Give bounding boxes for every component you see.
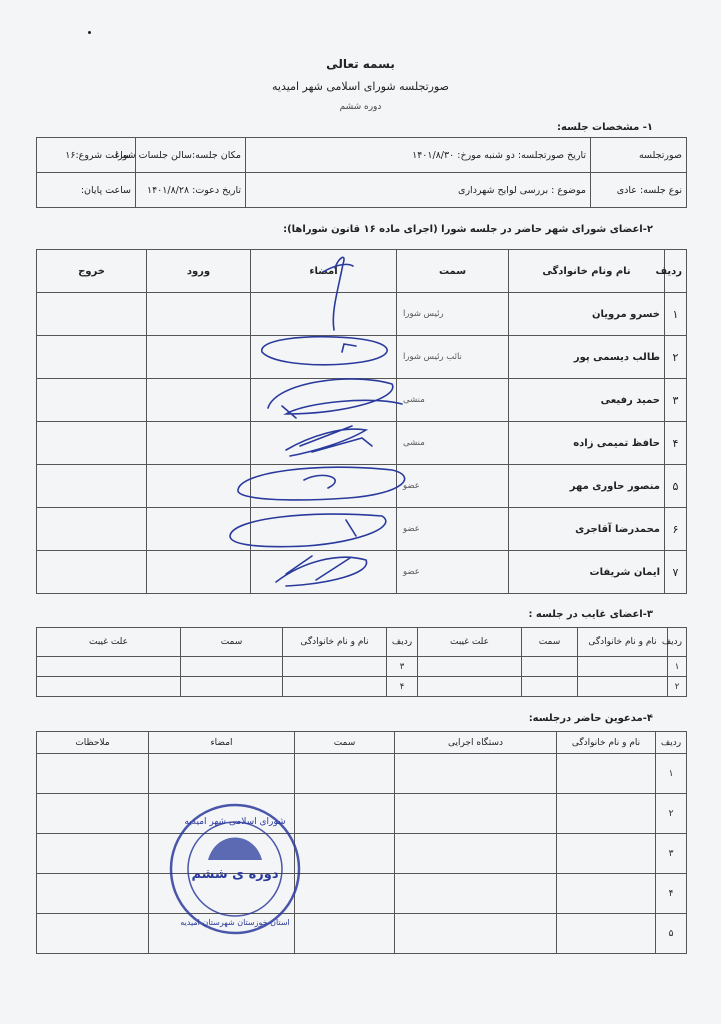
signature-cell — [251, 379, 397, 422]
column-header: ردیف — [665, 250, 687, 293]
row-number: ۳ — [387, 657, 418, 677]
member-name: حافظ تمیمی زاده — [509, 422, 665, 465]
empty-cell — [181, 677, 283, 697]
row-number: ۴ — [656, 874, 687, 914]
empty-cell — [557, 834, 656, 874]
column-header: ردیف — [387, 628, 418, 657]
entry-time-cell — [147, 465, 251, 508]
row-number: ۴ — [665, 422, 687, 465]
stamp-inner-text: دوره ی ششم — [191, 867, 279, 882]
empty-cell — [557, 754, 656, 794]
empty-cell — [295, 914, 395, 954]
table-row — [37, 754, 687, 794]
column-header: علت غیبت — [418, 628, 522, 657]
entry-time-cell — [147, 508, 251, 551]
column-header: نام و نام خانوادگی — [283, 628, 387, 657]
member-name: طالب دیسمی پور — [509, 336, 665, 379]
column-header: دستگاه اجرایی — [395, 732, 557, 754]
table-row — [37, 379, 687, 422]
exit-time-cell — [37, 379, 147, 422]
row-number: ۵ — [665, 465, 687, 508]
signature-cell — [251, 336, 397, 379]
column-header: ردیف — [668, 628, 687, 657]
member-role: نائب رئیس شورا — [397, 336, 509, 379]
exit-time-cell — [37, 422, 147, 465]
empty-cell — [37, 914, 149, 954]
row-number: ۳ — [656, 834, 687, 874]
empty-cell — [181, 657, 283, 677]
exit-time-cell — [37, 336, 147, 379]
empty-cell — [395, 834, 557, 874]
empty-cell — [557, 914, 656, 954]
empty-cell — [522, 657, 578, 677]
empty-cell — [37, 754, 149, 794]
row-number: ۱ — [665, 293, 687, 336]
member-role: منشی — [397, 422, 509, 465]
empty-cell — [295, 754, 395, 794]
members-table — [36, 249, 687, 594]
column-header: ورود — [147, 250, 251, 293]
bismillah: بسمه تعالی — [326, 57, 395, 71]
column-header: امضاء — [149, 732, 295, 754]
row-number: ۷ — [665, 551, 687, 594]
member-role: عضو — [397, 508, 509, 551]
table-row — [37, 794, 687, 834]
member-role: منشی — [397, 379, 509, 422]
stamp-bottom-text: استان خوزستان شهرستان امیدیه — [180, 918, 290, 927]
row-number: ۳ — [665, 379, 687, 422]
column-header: سمت — [295, 732, 395, 754]
member-name: حمید رفیعی — [509, 379, 665, 422]
table-row — [37, 508, 687, 551]
empty-cell — [149, 754, 295, 794]
empty-cell — [37, 834, 149, 874]
member-role: رئیس شورا — [397, 293, 509, 336]
empty-cell — [37, 677, 181, 697]
section3-title: ۳-اعضای غایب در جلسه : — [528, 609, 653, 620]
empty-cell — [37, 657, 181, 677]
empty-cell — [283, 657, 387, 677]
stamp-outer-text: شورای اسلامی شهر امیدیه — [184, 817, 286, 827]
empty-cell — [295, 834, 395, 874]
member-name: خسرو مرویان — [509, 293, 665, 336]
exit-time-cell — [37, 293, 147, 336]
section4-title: ۴-مدعوین حاضر درجلسه: — [528, 713, 653, 724]
invitees-table — [36, 731, 687, 954]
column-header: سمت — [522, 628, 578, 657]
session-info-table — [36, 137, 687, 208]
table-row — [37, 293, 687, 336]
session-kind: نوع جلسه: عادی — [591, 173, 687, 208]
empty-cell — [578, 677, 668, 697]
entry-time-cell — [147, 336, 251, 379]
signature-cell — [251, 422, 397, 465]
session-end: ساعت پایان: — [37, 173, 136, 208]
signature-cell — [251, 293, 397, 336]
empty-cell — [418, 677, 522, 697]
column-header: ردیف — [656, 732, 687, 754]
column-header: علت غیبت — [37, 628, 181, 657]
column-header: نام ونام خانوادگی — [509, 250, 665, 293]
row-number: ۲ — [665, 336, 687, 379]
absent-table — [36, 627, 687, 697]
row-number: ۵ — [656, 914, 687, 954]
empty-cell — [557, 874, 656, 914]
entry-time-cell — [147, 293, 251, 336]
empty-cell — [149, 834, 295, 874]
entry-time-cell — [147, 551, 251, 594]
empty-cell — [283, 677, 387, 697]
member-name: ایمان شریفات — [509, 551, 665, 594]
section2-title: ۲-اعضای شورای شهر حاضر در جلسه شورا (اجرای ماده ۱۶ قانون شوراها): — [283, 224, 653, 235]
member-name: منصور حاوری مهر — [509, 465, 665, 508]
signature-cell — [251, 465, 397, 508]
column-header: نام و نام خانوادگی — [578, 628, 668, 657]
entry-time-cell — [147, 379, 251, 422]
empty-cell — [37, 874, 149, 914]
exit-time-cell — [37, 465, 147, 508]
session-place: مکان جلسه:سالن جلسات شورا — [136, 138, 246, 173]
term-label: دوره ششم — [339, 102, 382, 112]
column-header: خروج — [37, 250, 147, 293]
session-subject: موضوع : بررسی لوایح شهرداری — [246, 173, 591, 208]
member-role: عضو — [397, 465, 509, 508]
table-row — [37, 422, 687, 465]
column-header: امضاء — [251, 250, 397, 293]
row-number: ۶ — [665, 508, 687, 551]
empty-cell — [149, 794, 295, 834]
empty-cell — [395, 874, 557, 914]
session-start: ساعت شروع:۱۶ — [37, 138, 136, 173]
table-row — [37, 657, 687, 677]
column-header: نام و نام خانوادگی — [557, 732, 656, 754]
exit-time-cell — [37, 508, 147, 551]
document-title: صورتجلسه شورای اسلامی شهر امیدیه — [272, 80, 449, 93]
empty-cell — [578, 657, 668, 677]
empty-cell — [522, 677, 578, 697]
table-row — [37, 465, 687, 508]
table-row — [37, 914, 687, 954]
empty-cell — [295, 794, 395, 834]
session-invite-date: تاریخ دعوت: ۱۴۰۱/۸/۲۸ — [136, 173, 246, 208]
entry-time-cell — [147, 422, 251, 465]
empty-cell — [149, 914, 295, 954]
row-number: ۴ — [387, 677, 418, 697]
exit-time-cell — [37, 551, 147, 594]
table-row — [37, 677, 687, 697]
table-row — [37, 336, 687, 379]
member-role: عضو — [397, 551, 509, 594]
signature-cell — [251, 508, 397, 551]
table-row — [37, 551, 687, 594]
section1-title: ۱- مشخصات جلسه: — [557, 122, 653, 133]
signature-cell — [251, 551, 397, 594]
ink-dot — [88, 31, 91, 34]
session-type: صورتجلسه — [591, 138, 687, 173]
row-number: ۲ — [656, 794, 687, 834]
table-row — [37, 874, 687, 914]
empty-cell — [37, 794, 149, 834]
empty-cell — [557, 794, 656, 834]
row-number: ۱ — [656, 754, 687, 794]
empty-cell — [395, 914, 557, 954]
session-date: تاریخ صورتجلسه: دو شنبه مورخ: ۱۴۰۱/۸/۳۰ — [246, 138, 591, 173]
table-row — [37, 834, 687, 874]
column-header: سمت — [397, 250, 509, 293]
empty-cell — [395, 754, 557, 794]
row-number: ۲ — [668, 677, 687, 697]
column-header: سمت — [181, 628, 283, 657]
empty-cell — [395, 794, 557, 834]
row-number: ۱ — [668, 657, 687, 677]
empty-cell — [149, 874, 295, 914]
empty-cell — [295, 874, 395, 914]
empty-cell — [418, 657, 522, 677]
column-header: ملاحظات — [37, 732, 149, 754]
member-name: محمدرضا آقاجری — [509, 508, 665, 551]
